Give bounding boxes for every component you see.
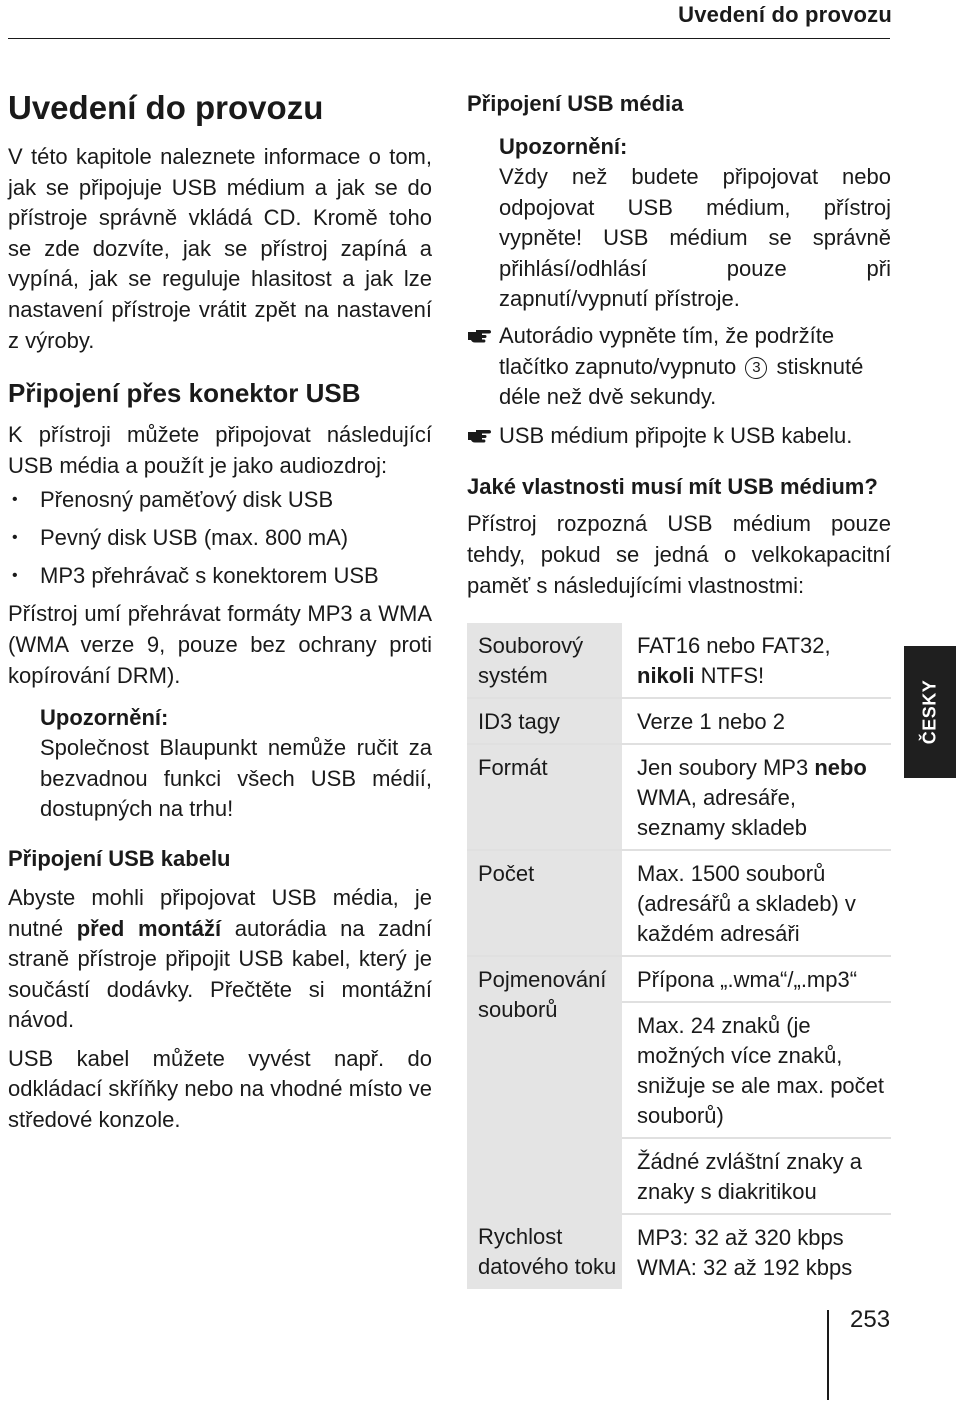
table-key: Formát — [467, 744, 622, 850]
usb-properties-table — [467, 623, 891, 1289]
cable-paragraph-1 — [8, 883, 432, 1036]
right-column — [467, 86, 891, 1289]
table-key: Pojmenování souborů — [467, 956, 622, 1214]
step-2-text: USB médium připojte k USB kabelu. — [499, 422, 853, 448]
usb-media-list — [8, 485, 432, 591]
button-number-badge: 3 — [745, 357, 767, 379]
list-item: • Pevný disk USB (max. 800 mA) — [8, 523, 432, 553]
left-column — [8, 86, 432, 1136]
intro-paragraph: V této kapitole naleznete informace o tom, jak se připojuje USB médium a jak se do přístroje správně vkládá CD. Kromě toho se zde dozvíte, jak se přístroj zapíná a vypíná, jak se reguluje hlasitost a jak lze nastavení přístroje vrátit zpět na nastavení z výroby. — [8, 144, 432, 353]
note-text: Společnost Blaupunkt nemůže ručit za bezvadnou funkci všech USB médií, dostupných na trhu! — [40, 735, 432, 822]
table-key: Počet — [467, 850, 622, 956]
table-value: Max. 24 znaků (je možných více znaků, snižuje se ale max. počet souborů) — [622, 1002, 891, 1138]
table-value — [622, 744, 891, 850]
table-key: Rychlost datového toku — [467, 1214, 622, 1289]
table-row — [467, 1214, 891, 1289]
step-item — [467, 321, 891, 413]
fs-value-emphasis: nikoli — [637, 663, 695, 689]
fs-value-end: NTFS! — [694, 663, 765, 689]
table-value: Přípona „.wma“/„.mp3“ — [622, 956, 891, 1002]
page-number: 253 — [850, 1306, 891, 1333]
step-item — [467, 421, 891, 452]
cable-section-title: Připojení USB kabelu — [8, 845, 231, 871]
properties-text: Přístroj rozpozná USB médium pouze tehdy, pokud se jedná o velkokapacitní paměť s následujícími vlastnostmi: — [467, 511, 891, 598]
usb-section-text: K přístroji můžete připojovat následující USB média a použít je jako audiozdroj: — [8, 422, 432, 478]
list-item: • Přenosný paměťový disk USB — [8, 485, 432, 515]
pointing-hand-icon — [467, 327, 491, 343]
note-title: Upozornění: — [499, 134, 628, 159]
fs-value-text: FAT16 nebo FAT32, — [637, 633, 831, 659]
usb-section-title: Připojení přes konektor USB — [8, 378, 361, 409]
table-row — [467, 956, 891, 1002]
language-tab-label: ČESKY — [919, 679, 940, 745]
table-key: Souborový systém — [467, 623, 622, 698]
table-row — [467, 744, 891, 850]
table-value: Verze 1 nebo 2 — [622, 698, 891, 744]
properties-title: Jaké vlastnosti musí mít USB médium? — [467, 474, 878, 500]
chapter-title: Uvedení do provozu — [8, 89, 324, 126]
running-header: Uvedení do provozu — [678, 2, 892, 27]
emphasis-before-installation: před montáží — [76, 915, 222, 941]
table-value: Žádné zvláštní znaky a znaky s diakritikou — [622, 1138, 891, 1214]
list-item: • MP3 přehrávač s konektorem USB — [8, 561, 432, 591]
note-title: Upozornění: — [40, 705, 169, 731]
format-value-end: WMA, adresáře, seznamy skladeb — [637, 785, 807, 841]
step-1-text: Autorádio vypněte tím, že podržíte tlačítko zapnuto/vypnuto — [499, 322, 835, 379]
note-text: Vždy než budete připojovat nebo odpojovat USB médium, přístroj vypněte! USB médium se správně přihlásí/odhlásí pouze při zapnutí/vypnutí přístroje. — [499, 164, 891, 312]
steps-list — [467, 321, 891, 451]
table-value: Max. 1500 souborů (adresářů a skladeb) v každém adresáři — [622, 850, 891, 956]
pointing-hand-icon — [467, 427, 491, 443]
right-note-block — [499, 132, 891, 315]
footer-rule — [827, 1310, 829, 1400]
format-value-text: Jen soubory MP3 — [637, 755, 815, 781]
cable-text-2: autorádia na zadní straně přístroje připojit USB kabel, který je součástí dodávky. Přečtěte si montážní návod. — [8, 915, 433, 1033]
table-value — [622, 623, 891, 698]
header-rule — [8, 38, 890, 39]
cable-paragraph-2: USB kabel můžete vyvést např. do odkládací skříňky nebo na vhodné místo ve středové konzole. — [8, 1045, 432, 1133]
format-value-emphasis: nebo — [814, 755, 867, 781]
table-value: MP3: 32 až 320 kbps WMA: 32 až 192 kbps — [637, 1225, 853, 1281]
note-block — [40, 703, 432, 825]
language-tab — [904, 646, 956, 778]
step-1-text-end: stisknuté déle než dvě sekundy. — [499, 353, 864, 410]
table-row — [467, 850, 891, 956]
connect-media-title: Připojení USB média — [467, 91, 684, 116]
table-key: ID3 tagy — [467, 698, 622, 744]
table-row — [467, 698, 891, 744]
formats-paragraph: Přístroj umí přehrávat formáty MP3 a WMA (WMA verze 9, pouze bez ochrany proti kopírování DRM). — [8, 601, 432, 688]
table-row — [467, 623, 891, 698]
cable-text-1: Abyste mohli připojovat USB média, je nutné — [8, 884, 432, 941]
